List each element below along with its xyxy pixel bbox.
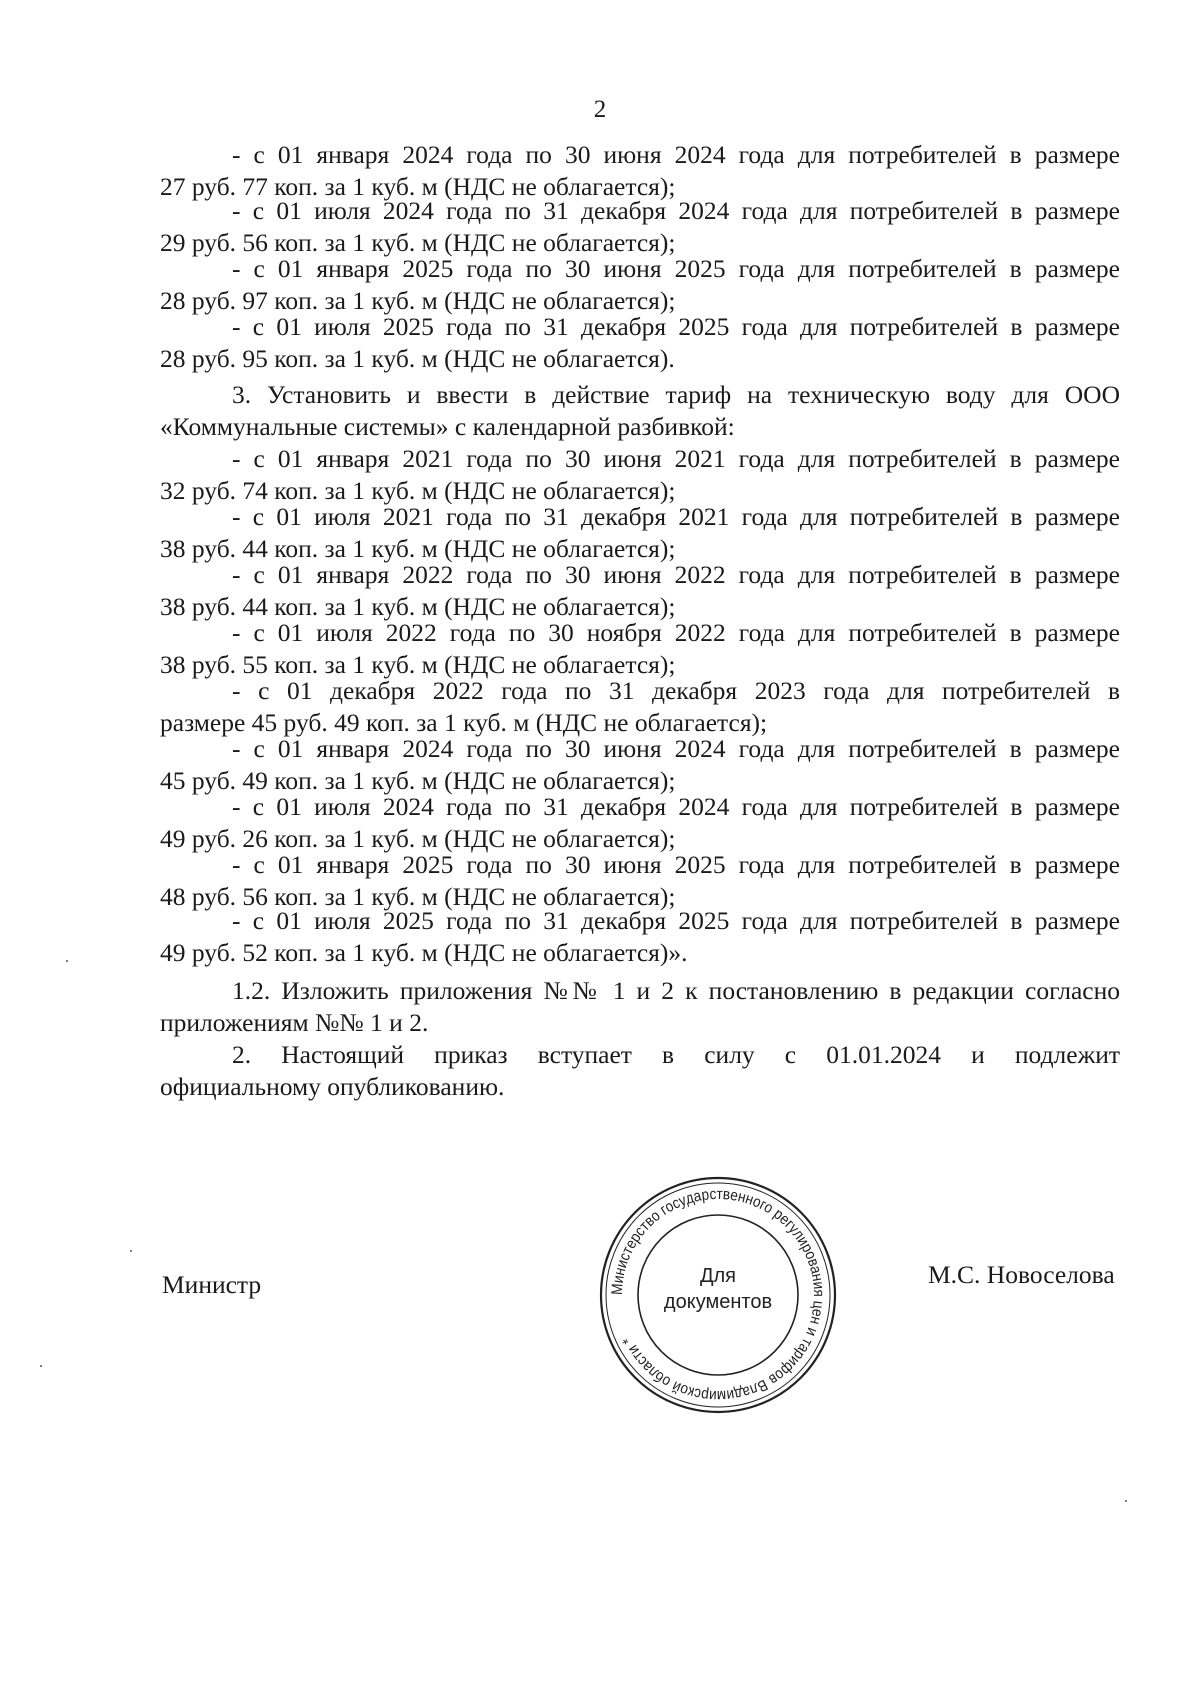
scan-speck bbox=[40, 1365, 42, 1367]
paragraph-first-line: - с 01 июля 2024 года по 31 декабря 2024 года для потребителей в размере bbox=[232, 792, 1120, 821]
paragraph-first-line: - с 01 января 2024 года по 30 июня 2024 года для потребителей в размере bbox=[232, 140, 1120, 169]
paragraph-first-line: - с 01 января 2025 года по 30 июня 2025 года для потребителей в размере bbox=[232, 254, 1120, 283]
signatory-name: М.С. Новоселова bbox=[928, 1260, 1115, 1289]
paragraph-line: 28 руб. 97 коп. за 1 куб. м (НДС не облагается); bbox=[160, 286, 676, 315]
paragraph-first-line: - с 01 июля 2021 года по 31 декабря 2021 года для потребителей в размере bbox=[232, 502, 1120, 531]
paragraph-first-line: - с 01 июля 2025 года по 31 декабря 2025 года для потребителей в размере bbox=[232, 906, 1120, 935]
scan-speck bbox=[130, 1250, 132, 1252]
paragraph-line: «Коммунальные системы» с календарной разбивкой: bbox=[160, 412, 735, 441]
page-number: 2 bbox=[593, 96, 607, 123]
paragraph-first-line: - с 01 января 2024 года по 30 июня 2024 года для потребителей в размере bbox=[232, 734, 1120, 763]
paragraph-line: 45 руб. 49 коп. за 1 куб. м (НДС не облагается); bbox=[160, 766, 676, 795]
paragraph-first-line: - с 01 июля 2025 года по 31 декабря 2025 года для потребителей в размере bbox=[232, 312, 1120, 341]
paragraph-line: 32 руб. 74 коп. за 1 куб. м (НДС не облагается); bbox=[160, 476, 676, 505]
paragraph-line: размере 45 руб. 49 коп. за 1 куб. м (НДС не облагается); bbox=[160, 708, 768, 737]
paragraph-line: 28 руб. 95 коп. за 1 куб. м (НДС не облагается). bbox=[160, 344, 675, 373]
paragraph-first-line: - с 01 декабря 2022 года по 31 декабря 2023 года для потребителей в bbox=[232, 676, 1120, 705]
paragraph-line: 29 руб. 56 коп. за 1 куб. м (НДС не облагается); bbox=[160, 228, 676, 257]
paragraph-line: официальному опубликованию. bbox=[160, 1072, 505, 1101]
paragraph-first-line: - с 01 января 2025 года по 30 июня 2025 года для потребителей в размере bbox=[232, 850, 1120, 879]
paragraph-line: 48 руб. 56 коп. за 1 куб. м (НДС не облагается); bbox=[160, 882, 676, 911]
paragraph-line: 38 руб. 44 коп. за 1 куб. м (НДС не облагается); bbox=[160, 534, 676, 563]
paragraph-line: 38 руб. 55 коп. за 1 куб. м (НДС не облагается); bbox=[160, 650, 676, 679]
paragraph-line: приложениям №№ 1 и 2. bbox=[160, 1008, 429, 1037]
stamp-center-line2: документов bbox=[663, 1291, 773, 1313]
official-stamp bbox=[598, 1175, 838, 1415]
paragraph-first-line: - с 01 января 2022 года по 30 июня 2022 года для потребителей в размере bbox=[232, 560, 1120, 589]
paragraph-line: 49 руб. 52 коп. за 1 куб. м (НДС не облагается)». bbox=[160, 938, 688, 967]
stamp-center-line1: Для bbox=[699, 1265, 737, 1287]
paragraph-line: 49 руб. 26 коп. за 1 куб. м (НДС не облагается); bbox=[160, 824, 676, 853]
paragraph-first-line: - с 01 июля 2024 года по 31 декабря 2024 года для потребителей в размере bbox=[232, 196, 1120, 225]
paragraph-first-line: - с 01 января 2021 года по 30 июня 2021 года для потребителей в размере bbox=[232, 444, 1120, 473]
paragraph-first-line: 3. Установить и ввести в действие тариф на техническую воду для ООО bbox=[232, 380, 1120, 409]
scan-speck bbox=[1125, 1500, 1127, 1502]
paragraph-line: 38 руб. 44 коп. за 1 куб. м (НДС не облагается); bbox=[160, 592, 676, 621]
signatory-title: Министр bbox=[162, 1270, 262, 1299]
paragraph-first-line: 2. Настоящий приказ вступает в силу с 01.01.2024 и подлежит bbox=[232, 1040, 1120, 1069]
paragraph-first-line: 1.2. Изложить приложения №№ 1 и 2 к постановлению в редакции согласно bbox=[232, 976, 1120, 1005]
scan-speck bbox=[66, 960, 68, 962]
paragraph-first-line: - с 01 июля 2022 года по 30 ноября 2022 года для потребителей в размере bbox=[232, 618, 1120, 647]
stamp-ring-text: Министерство государственного регулирования цен и тарифов Владимирской области * bbox=[608, 1185, 828, 1405]
paragraph-line: 27 руб. 77 коп. за 1 куб. м (НДС не облагается); bbox=[160, 172, 676, 201]
